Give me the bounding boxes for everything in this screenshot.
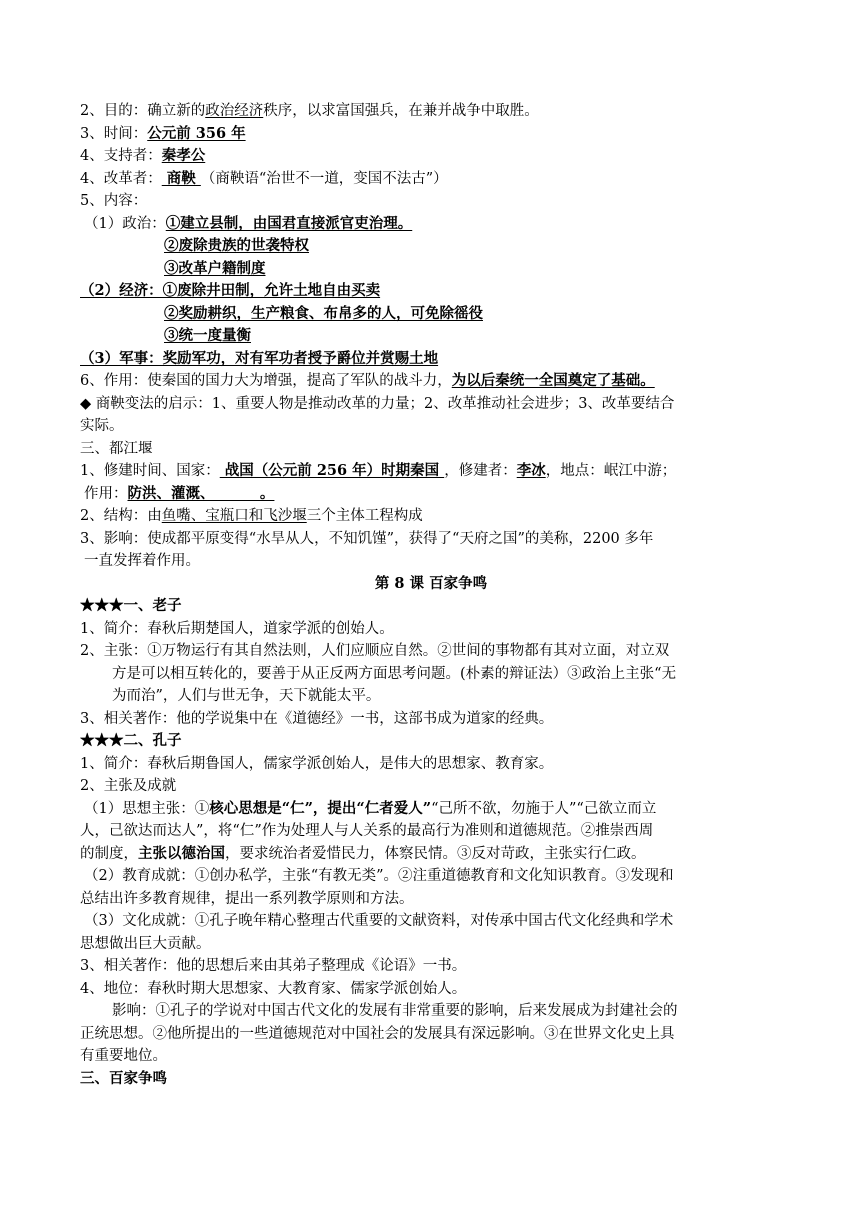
dujiangyan-build-line: 1、修建时间、国家： 战国（公元前 256 年）时期秦国 ，修建者：李冰，地点：岷江中游； [80, 462, 677, 479]
dujiangyan-function-line: 作用：防洪、灌溉、 。 [84, 484, 275, 502]
economic-reform-3: ③统一度量衡 [164, 327, 251, 344]
time-line: 3、时间：公元前 356 年 [80, 124, 246, 142]
laozi-ideas-cont-2: 为而治”，人们与世无争，天下就能太平。 [112, 688, 381, 704]
confucius-works: 3、相关著作：他的思想后来由其弟子整理成《论语》一书。 [80, 958, 467, 974]
reform-year: 公元前 356 年 [147, 124, 246, 142]
lesson-title: 第 8 课 百家争鸣 [374, 574, 488, 592]
reformer-line: 4、改革者： 商鞅 （商鞅语“治世不一道，变国不法古”） [80, 169, 448, 187]
enlightenment-line: ◆ 商鞅变法的启示：1、重要人物是推动改革的力量；2、改革推动社会进步；3、改革要结合 [80, 395, 675, 412]
confucius-education-cont: 总结出许多教育规律，提出一系列教学原则和方法。 [80, 890, 414, 907]
confucius-thought: （1）思想主张：①核心思想是“仁”，提出“仁者爱人”“己所不欲，勿施于人”“己欲立而立 [84, 799, 657, 817]
economic-reform-2: ②奖励耕织，生产粮食、布帛多的人，可免除徭役 [164, 304, 483, 322]
political-reform-2: ②废除贵族的世袭特权 [164, 237, 309, 254]
confucius-heading: ★★★二、孔子 [80, 732, 182, 749]
military-reform: （3）军事：奖励军功，对有军功者授予爵位并赏赐土地 [80, 349, 439, 367]
political-economy-term: 政治经济 [205, 103, 264, 119]
builder-name: 李冰 [516, 462, 546, 479]
reformer-name: 商鞅 [161, 169, 201, 187]
laozi-ideas-cont: 方是可以相互转化的，要善于从正反两方面思考问题。(朴素的辩证法）③政治上主张“无 [112, 665, 677, 682]
hundred-schools-heading: 三、百家争鸣 [80, 1069, 167, 1087]
confucius-ideas-heading: 2、主张及成就 [80, 778, 177, 794]
political-reform-1: （1）政治：①建立县制，由国君直接派官吏治理。 [84, 214, 413, 232]
dujiangyan-structure-line: 2、结构：由鱼嘴、宝瓶口和飞沙堰三个主体工程构成 [80, 508, 423, 524]
supporter-name: 秦孝公 [161, 147, 206, 164]
economic-reform-1: （2）经济：①废除井田制，允许土地自由买卖 [80, 282, 381, 299]
confucius-influence: 影响：①孔子的学说对中国古代文化的发展有非常重要的影响，后来发展成为封建社会的 [112, 1003, 678, 1019]
confucius-influence-cont-2: 有重要地位。 [80, 1048, 167, 1064]
supporter-line: 4、支持者：秦孝公 [80, 147, 206, 164]
confucius-culture-cont: 思想做出巨大贡献。 [80, 935, 211, 952]
confucius-intro: 1、简介：春秋后期鲁国人，儒家学派创始人，是伟大的思想家、教育家。 [80, 755, 554, 772]
dujiangyan-impact-line-cont: 一直发挥着作用。 [84, 553, 200, 569]
dujiangyan-impact-line: 3、影响：使成都平原变得“水旱从人，不知饥馑”，获得了“天府之国”的美称，2200 多年 [80, 530, 654, 547]
confucius-influence-cont: 正统思想。②他所提出的一些道德规范对中国社会的发展具有深远影响。③在世界文化史上具 [80, 1025, 675, 1042]
confucius-status: 4、地位：春秋时期大思想家、大教育家、儒家学派创始人。 [80, 980, 467, 997]
confucius-thought-cont-2: 的制度，主张以德治国，要求统治者爱惜民力，体察民情。③反对苛政，主张实行仁政。 [80, 844, 646, 862]
confucius-education: （2）教育成就：①创办私学，主张“有教无类”。②注重道德教育和文化知识教育。③发现和 [84, 868, 674, 884]
political-reform-3: ③改革户籍制度 [164, 259, 266, 277]
laozi-intro: 1、简介：春秋后期楚国人，道家学派的创始人。 [80, 620, 394, 637]
laozi-heading: ★★★一、老子 [80, 597, 182, 614]
content-heading: 5、内容： [80, 193, 148, 209]
effect-line: 6、作用：使秦国的国力大为增强，提高了军队的战斗力，为以后秦统一全国奠定了基础。 [80, 372, 655, 389]
enlightenment-line-cont: 实际。 [80, 418, 124, 434]
confucius-culture: （3）文化成就：①孔子晚年精心整理古代重要的文献资料，对传承中国古代文化经典和学术 [84, 913, 674, 929]
purpose-line: 2、目的：确立新的政治经济秩序，以求富国强兵，在兼并战争中取胜。 [80, 103, 539, 119]
dujiangyan-heading: 三、都江堰 [80, 440, 153, 457]
laozi-works: 3、相关著作：他的学说集中在《道德经》一书，这部书成为道家的经典。 [80, 710, 554, 727]
confucius-thought-cont: 人，己欲达而达人”，将“仁”作为处理人与人关系的最高行为准则和道德规范。②推崇西周 [80, 823, 654, 839]
laozi-ideas: 2、主张：①万物运行有其自然法则，人们应顺应自然。②世间的事物都有其对立面，对立双 [80, 643, 670, 659]
